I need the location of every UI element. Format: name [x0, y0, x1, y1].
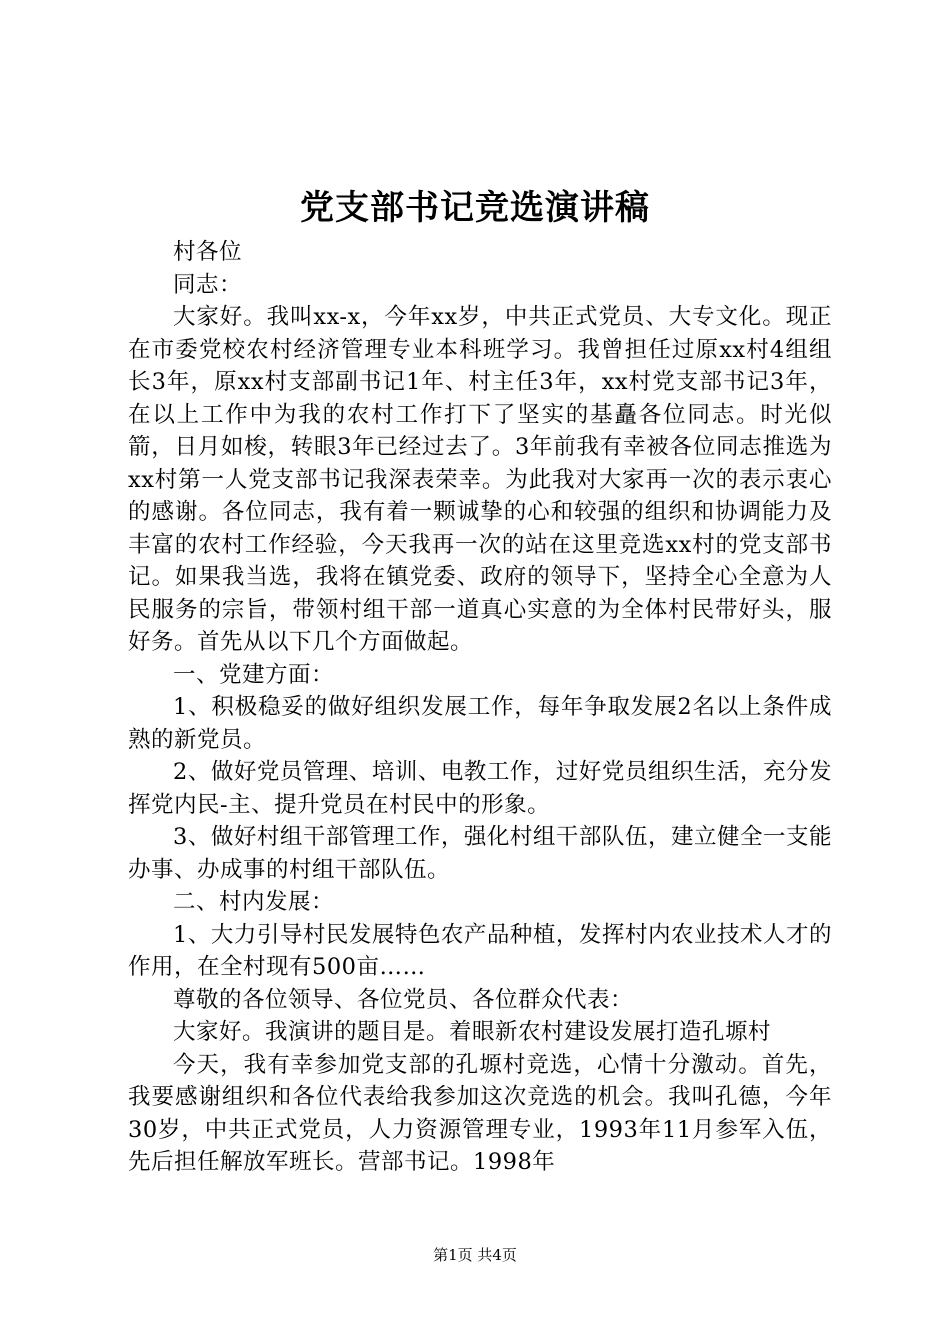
paragraph: 大家好。我演讲的题目是。着眼新农村建设发展打造孔塬村 [173, 1019, 772, 1045]
paragraph: 同志： [173, 271, 243, 298]
paragraph: 一、党建方面： [173, 661, 335, 688]
paragraph: 2、做好党员管理、培训、电教工作，过好党员组织生活，充分发挥党内民-主、提升党员在村民中的形象。 [128, 759, 832, 818]
document-title: 党支部书记竞选演讲稿 [300, 188, 650, 228]
paragraph: 3、做好村组干部管理工作，强化村组干部队伍，建立健全一支能办事、办成事的村组干部队伍。 [128, 824, 832, 883]
paragraph: 今天，我有幸参加党支部的孔塬村竞选，心情十分激动。首先，我要感谢组织和各位代表给我参加这次竞选的机会。我叫孔德，今年30岁，中共正式党员，人力资源管理专业，1993年11月参军入伍，先后担任解放军班长。营部书记。1998年 [128, 1051, 832, 1175]
paragraph: 大家好。我叫xx-x，今年xx岁，中共正式党员、大专文化。现正在市委党校农村经济管理专业本科班学习。我曾担任过原xx村4组组长3年，原xx村支部副书记1年、村主任3年，xx村党支部书记3年，在以上工作中为我的农村工作打下了坚实的基矗各位同志。时光似箭，日月如梭，转眼3年已经过去了。3年前我有幸被各位同志推选为xx村第一人党支部书记我深表荣幸。为此我对大家再一次的表示衷心的感谢。各位同志，我有着一颗诚挚的心和较强的组织和协调能力及丰富的农村工作经验，今天我再一次的站在这里竞选xx村的党支部书记。如果我当选，我将在镇党委、政府的领导下，坚持全心全意为人民服务的宗旨，带领村组干部一道真心实意的为全体村民带好头，服好务。首先从以下几个方面做起。 [128, 304, 832, 655]
document-body [128, 236, 832, 1179]
paragraph: 1、大力引导村民发展特色农产品种植，发挥村内农业技术人才的作用，在全村现有500亩…… [128, 921, 832, 980]
page-footer: 第1页 共4页 [433, 1246, 517, 1264]
paragraph: 村各位 [173, 239, 243, 265]
paragraph: 二、村内发展： [173, 889, 335, 915]
paragraph: 尊敬的各位领导、各位党员、各位群众代表： [173, 986, 634, 1013]
paragraph: 1、积极稳妥的做好组织发展工作，每年争取发展2名以上条件成熟的新党员。 [128, 694, 832, 753]
